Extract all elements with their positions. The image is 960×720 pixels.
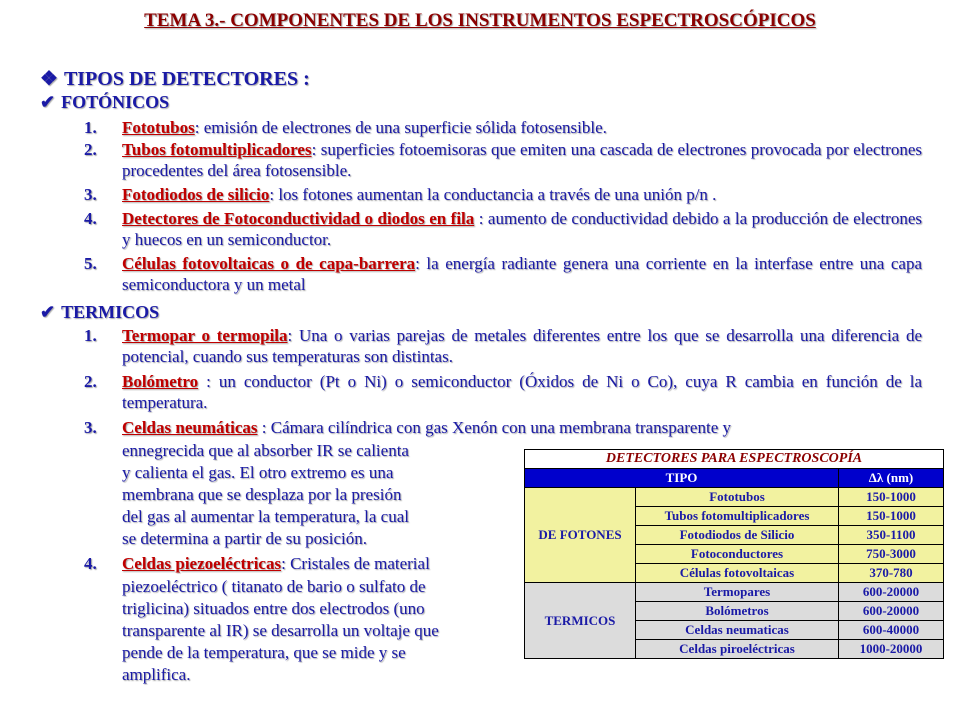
check-icon: ✔ xyxy=(40,92,56,112)
range-cell: 750-3000 xyxy=(839,545,944,564)
group-cell: DE FOTONES xyxy=(525,488,636,583)
detector-name-cell: Termopares xyxy=(636,583,839,602)
detector-name-cell: Fototubos xyxy=(636,488,839,507)
photonic-item-4 xyxy=(84,208,922,250)
celdas-piezo-line: piezoeléctrico ( titanato de bario o sulfato de xyxy=(122,577,426,596)
item-description: : Cristales de material xyxy=(281,554,430,573)
item-term: Celdas neumáticas xyxy=(122,418,258,437)
range-cell: 350-1100 xyxy=(839,526,944,545)
item-description: : los fotones aumentan la conductancia a través de una unión p/n . xyxy=(269,185,717,204)
table-caption: DETECTORES PARA ESPECTROSCOPÍA xyxy=(525,450,944,469)
item-number: 4. xyxy=(84,209,97,228)
item-number: 2. xyxy=(84,140,97,159)
detector-name-cell: Células fotovoltaicas xyxy=(636,564,839,583)
item-number: 1. xyxy=(84,118,97,137)
range-cell: 370-780 xyxy=(839,564,944,583)
item-description: : emisión de electrones de una superficie sólida fotosensible. xyxy=(194,118,607,137)
page-title: TEMA 3.- COMPONENTES DE LOS INSTRUMENTOS ESPECTROSCÓPICOS xyxy=(144,10,816,31)
thermal-item-4 xyxy=(84,553,522,574)
celdas-piezo-line: amplifica. xyxy=(122,665,191,684)
diamond-bullet-icon: ❖ xyxy=(40,68,58,90)
range-cell: 150-1000 xyxy=(839,488,944,507)
range-cell: 150-1000 xyxy=(839,507,944,526)
thermal-item-1 xyxy=(84,325,922,367)
photonic-item-3 xyxy=(84,184,922,205)
photonic-item-5 xyxy=(84,253,923,295)
item-term: Células fotovoltaicas o de capa-barrera xyxy=(122,254,416,273)
detector-name-cell: Bolómetros xyxy=(636,602,839,621)
item-description: : superficies fotoemisoras que emiten una cascada de electrones provocada por electrones procedentes del área fotosensible. xyxy=(122,140,923,180)
group-cell: TERMICOS xyxy=(525,583,636,659)
item-term: Celdas piezoeléctricas xyxy=(122,554,282,573)
item-description: : Cámara cilíndrica con gas Xenón con una membrana transparente y xyxy=(257,418,731,437)
item-description: : Una o varias parejas de metales diferentes entre los que se desarrolla una diferencia de potencial, cuando sus temperaturas son distintas. xyxy=(122,326,922,366)
item-number: 4. xyxy=(84,554,97,573)
item-term: Termopar o termopila xyxy=(122,326,288,345)
celdas-neumaticas-line: del gas al aumentar la temperatura, la cual xyxy=(122,507,409,526)
item-number: 1. xyxy=(84,326,97,345)
table-row xyxy=(525,583,944,602)
table-row xyxy=(525,488,944,507)
detector-name-cell: Celdas neumaticas xyxy=(636,621,839,640)
photonic-item-1 xyxy=(84,117,922,138)
item-number: 3. xyxy=(84,185,97,204)
item-term: Bolómetro xyxy=(122,372,199,391)
detectors-table xyxy=(524,449,944,659)
item-number: 5. xyxy=(84,254,97,273)
thermal-item-3 xyxy=(84,417,922,438)
item-number: 3. xyxy=(84,418,97,437)
item-term: Fototubos xyxy=(122,118,195,137)
range-cell: 600-40000 xyxy=(839,621,944,640)
celdas-piezo-line: transparente al IR) se desarrolla un voltaje que xyxy=(122,621,439,640)
check-icon: ✔ xyxy=(40,302,56,322)
celdas-piezo-line: pende de la temperatura, que se mide y se xyxy=(122,643,406,662)
celdas-neumaticas-line: membrana que se desplaza por la presión xyxy=(122,485,402,504)
thermal-heading: ✔ TERMICOS xyxy=(40,302,160,322)
col-header-type: TIPO xyxy=(525,469,839,488)
item-term: Detectores de Fotoconductividad o diodos en fila xyxy=(122,209,475,228)
celdas-neumaticas-line: y calienta el gas. El otro extremo es una xyxy=(122,463,394,482)
item-description: : la energía radiante genera una corriente en la interfase entre una capa semiconductora y un metal xyxy=(122,254,923,294)
range-cell: 600-20000 xyxy=(839,602,944,621)
detector-types-heading xyxy=(40,66,310,91)
item-description: : un conductor (Pt o Ni) o semiconductor (Óxidos de Ni o Co), cuya R cambia en función de la temperatura. xyxy=(122,372,922,412)
item-number: 2. xyxy=(84,372,97,391)
range-cell: 600-20000 xyxy=(839,583,944,602)
item-description: : aumento de conductividad debido a la producción de electrones y huecos en un semiconductor. xyxy=(122,209,922,249)
detector-types-label: TIPOS DE DETECTORES : xyxy=(63,68,310,90)
detector-name-cell: Fotoconductores xyxy=(636,545,839,564)
photonic-item-2 xyxy=(84,139,923,181)
range-cell: 1000-20000 xyxy=(839,640,944,659)
detector-name-cell: Fotodiodos de Silicio xyxy=(636,526,839,545)
celdas-piezo-line: triglicina) situados entre dos electrodos (uno xyxy=(122,599,425,618)
item-term: Fotodiodos de silicio xyxy=(122,185,270,204)
detector-name-cell: Tubos fotomultiplicadores xyxy=(636,507,839,526)
celdas-neumaticas-line: ennegrecida que al absorber IR se calienta xyxy=(122,441,409,460)
celdas-neumaticas-line: se determina a partir de su posición. xyxy=(122,529,368,548)
photonic-heading: ✔ FOTÓNICOS xyxy=(40,92,170,112)
thermal-item-2 xyxy=(84,371,922,413)
detector-name-cell: Celdas piroeléctricas xyxy=(636,640,839,659)
item-term: Tubos fotomultiplicadores xyxy=(122,140,312,159)
col-header-range: Δλ (nm) xyxy=(839,469,944,488)
